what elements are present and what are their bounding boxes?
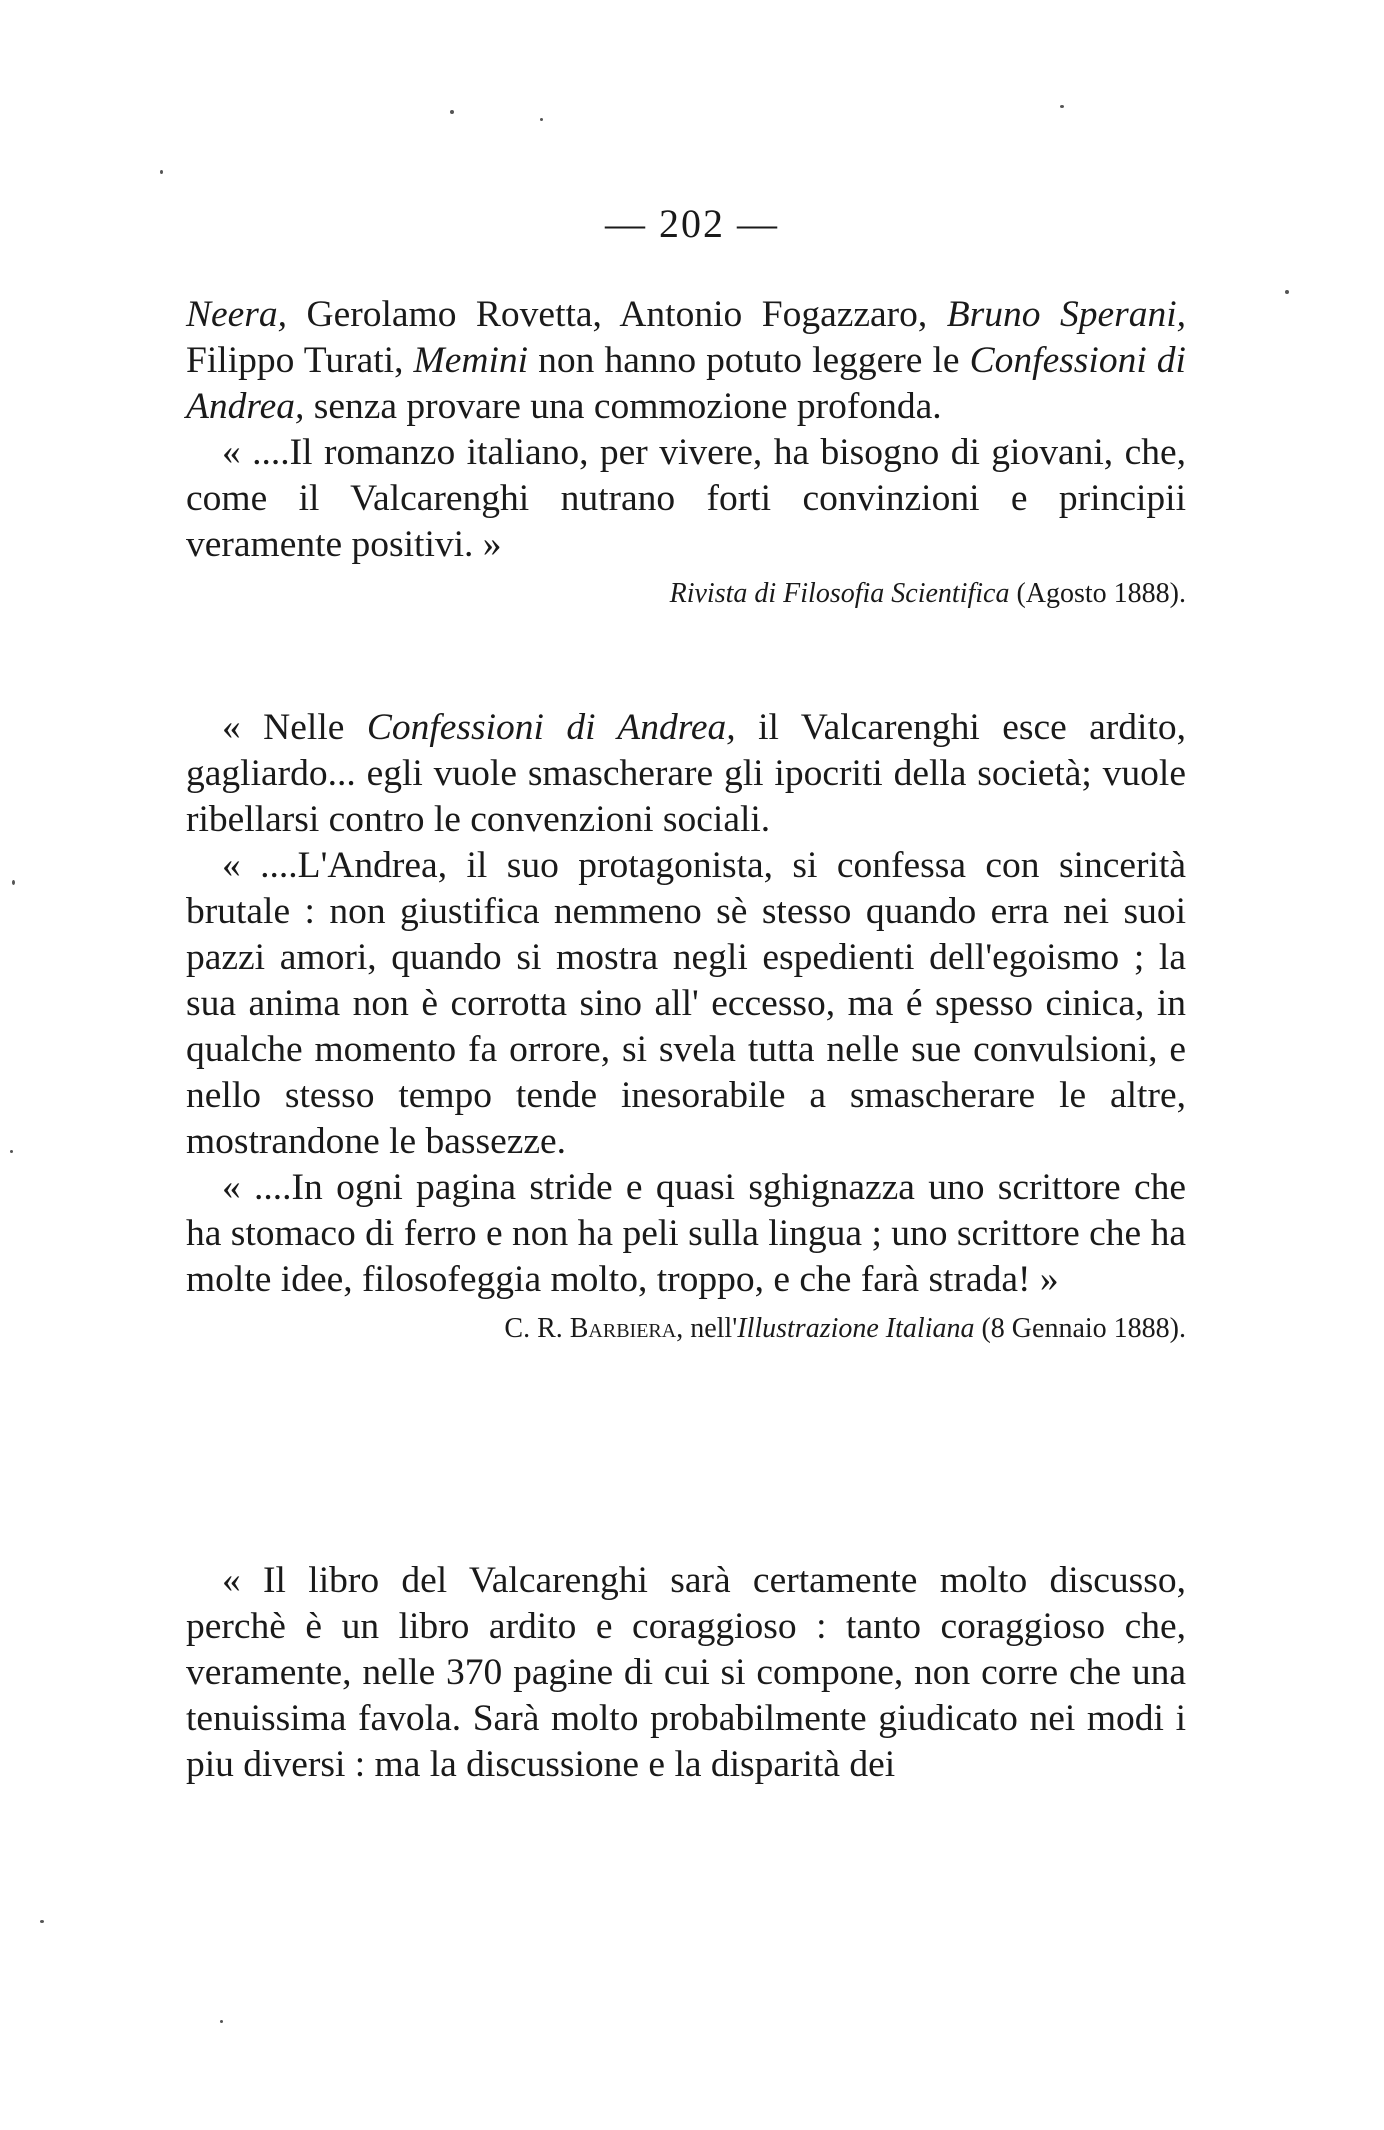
scan-speck: [450, 110, 454, 114]
text-run: il Valcarenghi esce ardito, gagliardo... egli vuole smascherare gli ipocriti della società; vuole ribellarsi contro le convenzioni sociali.: [186, 707, 1187, 840]
text-run: senza provare una commozione profonda.: [304, 386, 942, 427]
review-block-1: [186, 292, 1186, 614]
text-run: « Nelle: [222, 707, 367, 748]
review-2-paragraph-3: « ....In ogni pagina stride e quasi sghignazza uno scrittore che ha stomaco di ferro e non ha peli sulla lingua ; uno scrittore che ha molte idee, filosofeggia molto, troppo, e che farà strada! »: [186, 1167, 1186, 1300]
review-block-2: [186, 705, 1186, 1349]
scan-speck: [1285, 290, 1289, 294]
scan-speck: [10, 1150, 13, 1153]
book-title: Confessioni di Andrea,: [366, 707, 736, 748]
book-title: Confessioni di Andrea,: [186, 340, 1186, 427]
source-author-initials: C. R.: [504, 1313, 570, 1344]
scan-speck: [40, 1920, 44, 1923]
source-journal: Rivista di Filosofia Scientifica: [669, 578, 1010, 609]
page-number: — 202 —: [605, 201, 779, 246]
text-run: Filippo Turati,: [186, 340, 414, 381]
scan-speck: [160, 170, 163, 174]
review-1-paragraph-2: « ....Il romanzo italiano, per vivere, ha bisogno di giovani, che, come il Valcarenghi nutrano forti convinzioni e principii veramente positivi. »: [186, 432, 1186, 565]
review-1-source: [186, 574, 1186, 614]
source-author-surname: Barbiera: [569, 1313, 677, 1344]
scan-speck: [12, 880, 15, 885]
source-prep: , nell': [676, 1313, 738, 1344]
scan-speck: [1060, 105, 1064, 108]
author-bruno-sperani: Bruno Sperani,: [946, 294, 1186, 335]
review-block-3: [186, 1558, 1186, 1788]
source-journal: Illustrazione Italiana: [737, 1313, 975, 1344]
review-1-paragraph-1: [186, 292, 1186, 430]
review-3-paragraph-1: « Il libro del Valcarenghi sarà certamente molto discusso, perchè è un libro ardito e coraggioso : tanto coraggioso che, veramente, nelle 370 pagine di cui si compone, non corre che una tenuissima favola. Sarà molto probabilmente giudicato nei modi i piu diversi : ma la discussione e la disparità dei: [186, 1560, 1186, 1785]
review-2-paragraph-1: [186, 705, 1186, 843]
author-memini: Memini: [413, 340, 529, 381]
scan-speck: [220, 2020, 223, 2023]
source-date: (Agosto 1888).: [1009, 578, 1186, 609]
text-run: Gerolamo Rovetta, Antonio Fogazzaro,: [287, 294, 947, 335]
scan-speck: [540, 118, 543, 121]
source-date: (8 Gennaio 1888).: [974, 1313, 1186, 1344]
text-run: non hanno potuto leggere le: [528, 340, 970, 381]
author-neera: Neera,: [186, 294, 288, 335]
review-2-paragraph-2: « ....L'Andrea, il suo protagonista, si confessa con sincerità brutale : non giustifica nemmeno sè stesso quando erra nei suoi pazzi amori, quando si mostra negli espedienti dell'egoismo ; la sua anima non è corrotta sino all' eccesso, ma é spesso cinica, in qualche momento fa orrore, si svela tutta nelle sue convulsioni, e nello stesso tempo tende inesorabile a smascherare le altre, mostrandone le bassezze.: [186, 845, 1186, 1162]
review-2-source: [186, 1309, 1186, 1349]
